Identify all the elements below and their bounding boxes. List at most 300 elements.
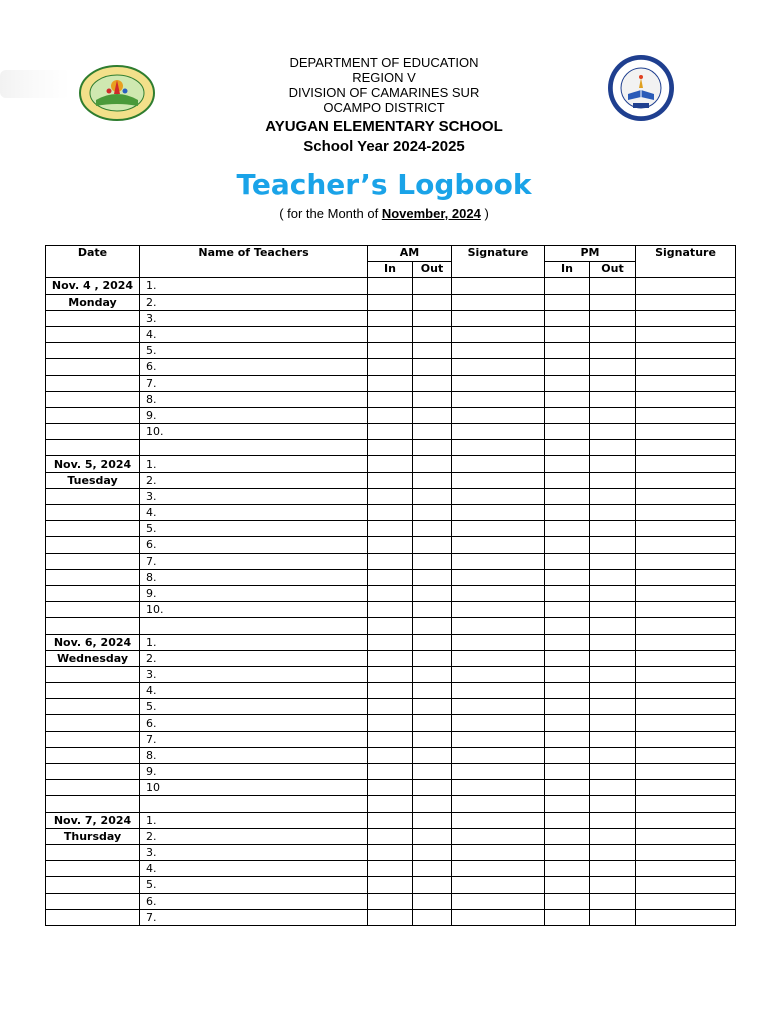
pm-signature-cell[interactable] [636,424,736,440]
pm-signature-cell[interactable] [636,812,736,828]
am-in-cell[interactable] [368,764,413,780]
pm-signature-cell[interactable] [636,585,736,601]
am-out-cell[interactable] [413,456,452,472]
am-in-cell[interactable] [368,359,413,375]
am-in-cell[interactable] [368,326,413,342]
table-row [46,278,736,294]
pm-in-cell[interactable] [545,828,590,844]
spacer-cell [636,618,736,634]
am-out-cell[interactable] [413,585,452,601]
pm-out-cell[interactable] [590,521,636,537]
spacer-cell [46,796,140,812]
am-out-cell[interactable] [413,634,452,650]
pm-in-cell[interactable] [545,391,590,407]
am-out-cell[interactable] [413,666,452,682]
date-cell [46,861,140,877]
teacher-name-cell[interactable]: 8. [140,569,368,585]
pm-in-cell[interactable] [545,877,590,893]
am-in-cell[interactable] [368,585,413,601]
pm-out-cell[interactable] [590,569,636,585]
date-cell [46,731,140,747]
logbook-body [46,278,736,926]
am-in-cell[interactable] [368,553,413,569]
am-in-cell[interactable] [368,715,413,731]
table-row [46,634,736,650]
pm-out-cell[interactable] [590,650,636,666]
am-signature-cell[interactable] [452,699,545,715]
pm-out-cell[interactable] [590,844,636,860]
teacher-name-cell[interactable]: 7. [140,553,368,569]
pm-out-cell[interactable] [590,602,636,618]
teacher-name-cell[interactable]: 1. [140,278,368,294]
pm-out-cell[interactable] [590,326,636,342]
am-in-cell[interactable] [368,683,413,699]
am-in-cell[interactable] [368,731,413,747]
pm-out-cell[interactable] [590,505,636,521]
pm-in-cell[interactable] [545,553,590,569]
teacher-name-cell[interactable]: 3. [140,310,368,326]
teacher-name-cell[interactable]: 5. [140,343,368,359]
date-cell: Nov. 5, 2024 [46,456,140,472]
am-out-cell[interactable] [413,747,452,763]
am-in-cell[interactable] [368,569,413,585]
pm-in-cell[interactable] [545,505,590,521]
am-signature-cell[interactable] [452,537,545,553]
pm-signature-cell[interactable] [636,407,736,423]
am-in-cell[interactable] [368,310,413,326]
pm-in-cell[interactable] [545,844,590,860]
pm-in-cell[interactable] [545,683,590,699]
teacher-name-cell[interactable]: 1. [140,634,368,650]
pm-in-cell[interactable] [545,909,590,925]
pm-signature-cell[interactable] [636,909,736,925]
pm-in-cell[interactable] [545,278,590,294]
pm-signature-cell[interactable] [636,472,736,488]
teacher-name-cell[interactable]: 4. [140,683,368,699]
pm-out-cell[interactable] [590,877,636,893]
pm-out-cell[interactable] [590,407,636,423]
am-signature-cell[interactable] [452,747,545,763]
pm-out-cell[interactable] [590,375,636,391]
am-signature-cell[interactable] [452,505,545,521]
pm-in-cell[interactable] [545,747,590,763]
am-signature-cell[interactable] [452,278,545,294]
pm-signature-cell[interactable] [636,715,736,731]
teacher-name-cell[interactable]: 5. [140,699,368,715]
header-name-of-teachers: Name of Teachers [140,246,368,278]
teacher-name-cell[interactable]: 3. [140,488,368,504]
pm-out-cell[interactable] [590,747,636,763]
am-signature-cell[interactable] [452,569,545,585]
pm-signature-cell[interactable] [636,326,736,342]
am-out-cell[interactable] [413,650,452,666]
am-out-cell[interactable] [413,909,452,925]
teacher-name-cell[interactable]: 2. [140,828,368,844]
pm-in-cell[interactable] [545,715,590,731]
am-out-cell[interactable] [413,893,452,909]
pm-out-cell[interactable] [590,780,636,796]
pm-in-cell[interactable] [545,343,590,359]
am-signature-cell[interactable] [452,359,545,375]
pm-in-cell[interactable] [545,375,590,391]
pm-in-cell[interactable] [545,634,590,650]
pm-in-cell[interactable] [545,861,590,877]
teacher-name-cell[interactable]: 8. [140,391,368,407]
pm-in-cell[interactable] [545,764,590,780]
teacher-name-cell[interactable]: 9. [140,764,368,780]
am-in-cell[interactable] [368,699,413,715]
teacher-name-cell[interactable]: 9. [140,407,368,423]
header-am: AM [368,246,452,262]
am-in-cell[interactable] [368,634,413,650]
teacher-name-cell[interactable]: 2. [140,472,368,488]
pm-in-cell[interactable] [545,893,590,909]
am-out-cell[interactable] [413,278,452,294]
pm-out-cell[interactable] [590,715,636,731]
am-in-cell[interactable] [368,343,413,359]
pm-in-cell[interactable] [545,812,590,828]
teacher-name-cell[interactable]: 7. [140,375,368,391]
pm-signature-cell[interactable] [636,375,736,391]
pm-out-cell[interactable] [590,472,636,488]
am-in-cell[interactable] [368,812,413,828]
pm-signature-cell[interactable] [636,666,736,682]
pm-out-cell[interactable] [590,537,636,553]
am-signature-cell[interactable] [452,893,545,909]
am-out-cell[interactable] [413,310,452,326]
am-signature-cell[interactable] [452,812,545,828]
date-cell [46,310,140,326]
am-out-cell[interactable] [413,505,452,521]
am-in-cell[interactable] [368,424,413,440]
pm-in-cell[interactable] [545,699,590,715]
table-row [46,666,736,682]
am-out-cell[interactable] [413,780,452,796]
date-cell [46,424,140,440]
am-signature-cell[interactable] [452,488,545,504]
date-cell [46,844,140,860]
am-signature-cell[interactable] [452,521,545,537]
pm-in-cell[interactable] [545,780,590,796]
pm-in-cell[interactable] [545,456,590,472]
teacher-name-cell[interactable]: 3. [140,666,368,682]
am-out-cell[interactable] [413,812,452,828]
month-prefix: ( for the Month of [279,206,382,221]
header-line-region: REGION V [352,70,416,85]
am-out-cell[interactable] [413,294,452,310]
am-out-cell[interactable] [413,569,452,585]
am-signature-cell[interactable] [452,731,545,747]
date-cell [46,359,140,375]
am-signature-cell[interactable] [452,375,545,391]
pm-signature-cell[interactable] [636,391,736,407]
pm-in-cell[interactable] [545,602,590,618]
pm-out-cell[interactable] [590,828,636,844]
teacher-name-cell[interactable]: 5. [140,521,368,537]
am-signature-cell[interactable] [452,780,545,796]
am-signature-cell[interactable] [452,683,545,699]
am-signature-cell[interactable] [452,844,545,860]
am-in-cell[interactable] [368,278,413,294]
am-out-cell[interactable] [413,424,452,440]
am-in-cell[interactable] [368,488,413,504]
am-out-cell[interactable] [413,326,452,342]
teacher-name-cell[interactable]: 1. [140,812,368,828]
am-signature-cell[interactable] [452,877,545,893]
am-out-cell[interactable] [413,375,452,391]
pm-signature-cell[interactable] [636,683,736,699]
table-row [46,731,736,747]
teacher-name-cell[interactable]: 5. [140,877,368,893]
pm-signature-cell[interactable] [636,877,736,893]
teacher-name-cell[interactable]: 6. [140,715,368,731]
spacer-cell [636,440,736,456]
am-in-cell[interactable] [368,747,413,763]
am-in-cell[interactable] [368,505,413,521]
am-in-cell[interactable] [368,521,413,537]
pm-signature-cell[interactable] [636,310,736,326]
am-in-cell[interactable] [368,375,413,391]
am-out-cell[interactable] [413,828,452,844]
am-out-cell[interactable] [413,861,452,877]
am-out-cell[interactable] [413,683,452,699]
pm-signature-cell[interactable] [636,844,736,860]
pm-signature-cell[interactable] [636,456,736,472]
pm-signature-cell[interactable] [636,553,736,569]
teacher-name-cell[interactable]: 10. [140,424,368,440]
pm-out-cell[interactable] [590,456,636,472]
am-out-cell[interactable] [413,715,452,731]
am-signature-cell[interactable] [452,294,545,310]
teacher-name-cell[interactable]: 1. [140,456,368,472]
header-line-district: OCAMPO DISTRICT [323,100,445,115]
am-in-cell[interactable] [368,537,413,553]
am-in-cell[interactable] [368,666,413,682]
pm-out-cell[interactable] [590,893,636,909]
pm-out-cell[interactable] [590,359,636,375]
date-cell [46,747,140,763]
date-cell [46,780,140,796]
teacher-name-cell[interactable]: 4. [140,861,368,877]
pm-signature-cell[interactable] [636,294,736,310]
teacher-name-cell[interactable]: 7. [140,731,368,747]
am-in-cell[interactable] [368,780,413,796]
spacer-cell [590,796,636,812]
pm-signature-cell[interactable] [636,488,736,504]
am-signature-cell[interactable] [452,553,545,569]
am-signature-cell[interactable] [452,326,545,342]
am-signature-cell[interactable] [452,391,545,407]
pm-signature-cell[interactable] [636,650,736,666]
pm-out-cell[interactable] [590,909,636,925]
table-row [46,537,736,553]
pm-out-cell[interactable] [590,343,636,359]
teacher-name-cell[interactable]: 2. [140,294,368,310]
pm-out-cell[interactable] [590,731,636,747]
pm-in-cell[interactable] [545,537,590,553]
pm-signature-cell[interactable] [636,359,736,375]
pm-out-cell[interactable] [590,391,636,407]
pm-signature-cell[interactable] [636,780,736,796]
am-signature-cell[interactable] [452,828,545,844]
am-out-cell[interactable] [413,553,452,569]
pm-in-cell[interactable] [545,294,590,310]
am-in-cell[interactable] [368,650,413,666]
pm-out-cell[interactable] [590,553,636,569]
date-cell [46,683,140,699]
am-in-cell[interactable] [368,877,413,893]
am-signature-cell[interactable] [452,764,545,780]
spacer-cell [140,796,368,812]
am-in-cell[interactable] [368,294,413,310]
pm-signature-cell[interactable] [636,278,736,294]
pm-out-cell[interactable] [590,488,636,504]
teacher-name-cell[interactable]: 2. [140,650,368,666]
teacher-name-cell[interactable]: 6. [140,359,368,375]
pm-out-cell[interactable] [590,764,636,780]
pm-in-cell[interactable] [545,407,590,423]
am-in-cell[interactable] [368,456,413,472]
am-signature-cell[interactable] [452,715,545,731]
pm-in-cell[interactable] [545,521,590,537]
pm-signature-cell[interactable] [636,699,736,715]
pm-in-cell[interactable] [545,585,590,601]
pm-signature-cell[interactable] [636,731,736,747]
table-row [46,909,736,925]
am-in-cell[interactable] [368,472,413,488]
am-signature-cell[interactable] [452,634,545,650]
pm-out-cell[interactable] [590,278,636,294]
am-out-cell[interactable] [413,472,452,488]
pm-in-cell[interactable] [545,310,590,326]
am-in-cell[interactable] [368,828,413,844]
am-signature-cell[interactable] [452,456,545,472]
pm-signature-cell[interactable] [636,747,736,763]
am-out-cell[interactable] [413,699,452,715]
am-signature-cell[interactable] [452,424,545,440]
am-in-cell[interactable] [368,602,413,618]
teacher-name-cell[interactable]: 6. [140,893,368,909]
pm-signature-cell[interactable] [636,764,736,780]
teacher-name-cell[interactable]: 4. [140,326,368,342]
page-title: Teacher’s Logbook [236,168,532,201]
pm-in-cell[interactable] [545,359,590,375]
am-out-cell[interactable] [413,844,452,860]
am-in-cell[interactable] [368,391,413,407]
pm-signature-cell[interactable] [636,505,736,521]
teacher-name-cell[interactable]: 6. [140,537,368,553]
header-pm-in: In [545,262,590,278]
pm-signature-cell[interactable] [636,602,736,618]
pm-in-cell[interactable] [545,472,590,488]
spacer-cell [590,618,636,634]
am-signature-cell[interactable] [452,650,545,666]
teacher-name-cell[interactable]: 4. [140,505,368,521]
pm-out-cell[interactable] [590,294,636,310]
am-signature-cell[interactable] [452,407,545,423]
am-in-cell[interactable] [368,407,413,423]
am-out-cell[interactable] [413,343,452,359]
teacher-name-cell[interactable]: 9. [140,585,368,601]
am-signature-cell[interactable] [452,666,545,682]
am-out-cell[interactable] [413,764,452,780]
pm-in-cell[interactable] [545,424,590,440]
pm-signature-cell[interactable] [636,861,736,877]
am-out-cell[interactable] [413,521,452,537]
spacer-cell [545,796,590,812]
pm-in-cell[interactable] [545,569,590,585]
am-out-cell[interactable] [413,391,452,407]
pm-signature-cell[interactable] [636,569,736,585]
pm-signature-cell[interactable] [636,828,736,844]
teacher-name-cell[interactable]: 3. [140,844,368,860]
am-in-cell[interactable] [368,893,413,909]
am-signature-cell[interactable] [452,909,545,925]
table-row [46,343,736,359]
am-signature-cell[interactable] [452,343,545,359]
pm-signature-cell[interactable] [636,893,736,909]
am-out-cell[interactable] [413,488,452,504]
pm-out-cell[interactable] [590,812,636,828]
am-signature-cell[interactable] [452,310,545,326]
teacher-name-cell[interactable]: 8. [140,747,368,763]
am-in-cell[interactable] [368,909,413,925]
am-signature-cell[interactable] [452,861,545,877]
pm-signature-cell[interactable] [636,521,736,537]
am-signature-cell[interactable] [452,472,545,488]
table-row [46,828,736,844]
pm-out-cell[interactable] [590,666,636,682]
pm-out-cell[interactable] [590,683,636,699]
pm-in-cell[interactable] [545,666,590,682]
am-signature-cell[interactable] [452,585,545,601]
table-row [46,877,736,893]
pm-out-cell[interactable] [590,585,636,601]
am-in-cell[interactable] [368,844,413,860]
table-row [46,294,736,310]
spacer-cell [368,440,413,456]
pm-in-cell[interactable] [545,326,590,342]
teacher-name-cell[interactable]: 10 [140,780,368,796]
spacer-cell [140,618,368,634]
am-out-cell[interactable] [413,731,452,747]
pm-out-cell[interactable] [590,310,636,326]
pm-signature-cell[interactable] [636,634,736,650]
pm-in-cell[interactable] [545,488,590,504]
am-signature-cell[interactable] [452,602,545,618]
header-pm-out: Out [590,262,636,278]
am-in-cell[interactable] [368,861,413,877]
teacher-name-cell[interactable]: 7. [140,909,368,925]
pm-signature-cell[interactable] [636,537,736,553]
am-out-cell[interactable] [413,407,452,423]
pm-out-cell[interactable] [590,861,636,877]
pm-out-cell[interactable] [590,699,636,715]
date-cell: Thursday [46,828,140,844]
date-cell [46,585,140,601]
am-out-cell[interactable] [413,602,452,618]
pm-out-cell[interactable] [590,634,636,650]
am-out-cell[interactable] [413,877,452,893]
pm-out-cell[interactable] [590,424,636,440]
spacer-cell [46,618,140,634]
am-out-cell[interactable] [413,359,452,375]
pm-signature-cell[interactable] [636,343,736,359]
teacher-name-cell[interactable]: 10. [140,602,368,618]
pm-in-cell[interactable] [545,650,590,666]
pm-in-cell[interactable] [545,731,590,747]
am-out-cell[interactable] [413,537,452,553]
